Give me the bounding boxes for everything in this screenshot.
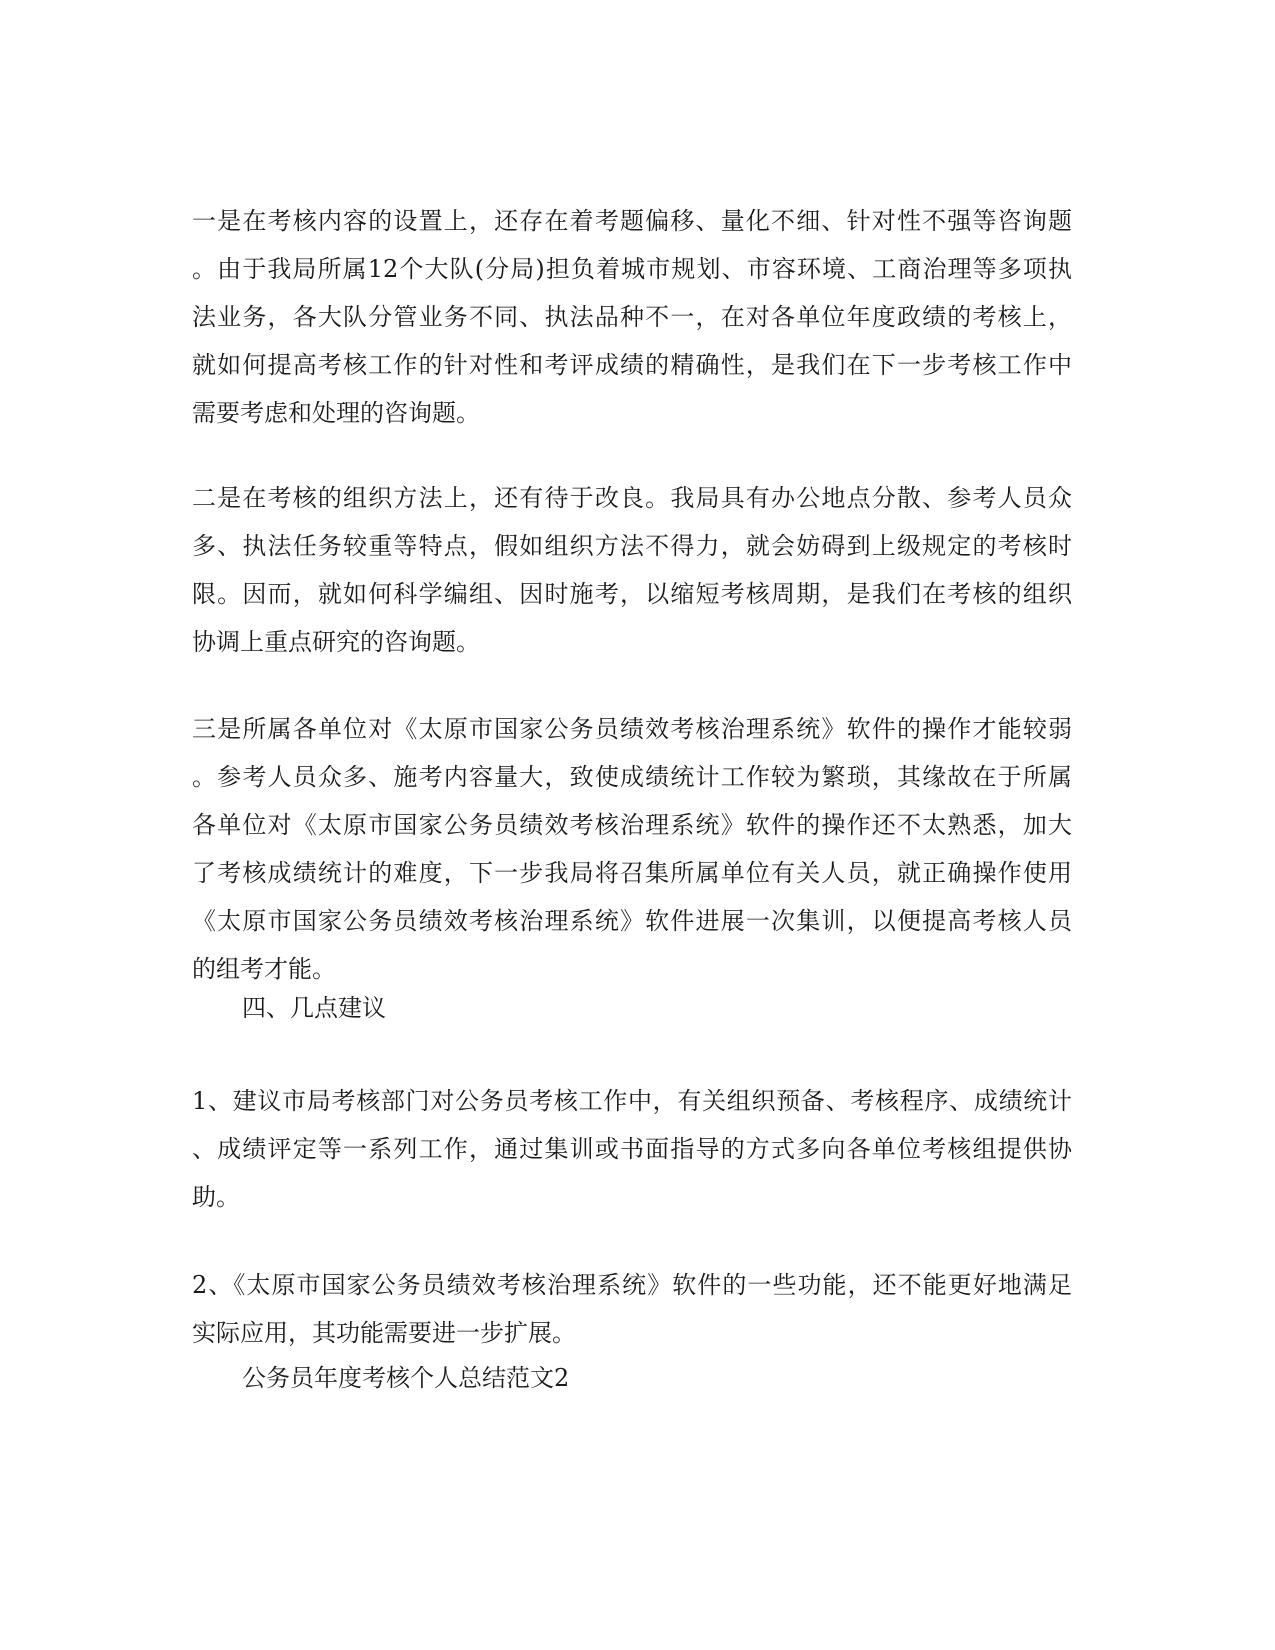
paragraph-line: 2、《太原市国家公务员绩效考核治理系统》软件的一些功能，还不能更好地满足 [192,1271,1072,1299]
paragraph-line: 多、执法任务较重等特点，假如组织方法不得力，就会妨碍到上级规定的考核时 [192,532,1072,560]
paragraph-line: 。参考人员众多、施考内容量大，致使成绩统计工作较为繁琐，其缘故在于所属 [192,763,1072,791]
paragraph-line: 协调上重点研究的咨询题。 [192,628,480,656]
paragraph-line: 限。因而，就如何科学编组、因时施考，以缩短考核周期，是我们在考核的组织 [192,580,1072,608]
paragraph-line: 助。 [192,1183,240,1211]
paragraph-1 [192,197,1072,437]
paragraph-5 [192,1261,1072,1357]
paragraph-line: 二是在考核的组织方法上，还有待于改良。我局具有办公地点分散、参考人员众 [192,484,1072,512]
paragraph-2 [192,474,1072,666]
paragraph-line: 三是所属各单位对《太原市国家公务员绩效考核治理系统》软件的操作才能较弱 [192,715,1072,743]
paragraph-3 [192,705,1072,993]
paragraph-line: 了考核成绩统计的难度，下一步我局将召集所属单位有关人员，就正确操作使用 [192,859,1072,887]
paragraph-line: 一是在考核内容的设置上，还存在着考题偏移、量化不细、针对性不强等咨询题 [192,207,1072,235]
paragraph-4 [192,1077,1072,1221]
paragraph-line: 实际应用，其功能需要进一步扩展。 [192,1319,576,1347]
paragraph-line: 各单位对《太原市国家公务员绩效考核治理系统》软件的操作还不太熟悉，加大 [192,811,1072,839]
paragraph-line: 《太原市国家公务员绩效考核治理系统》软件进展一次集训，以便提高考核人员 [192,907,1072,935]
paragraph-line: 需要考虑和处理的咨询题。 [192,399,480,427]
paragraph-line: 1、建议市局考核部门对公务员考核工作中，有关组织预备、考核程序、成绩统计 [192,1087,1072,1115]
paragraph-line: 法业务，各大队分管业务不同、执法品种不一，在对各单位年度政绩的考核上， [192,303,1072,331]
document-title-heading: 公务员年度考核个人总结范文2 [242,1364,570,1392]
paragraph-line: 就如何提高考核工作的针对性和考评成绩的精确性，是我们在下一步考核工作中 [192,351,1072,379]
section-heading: 四、几点建议 [242,994,386,1022]
paragraph-line: 、成绩评定等一系列工作，通过集训或书面指导的方式多向各单位考核组提供协 [192,1135,1072,1163]
paragraph-line: 的组考才能。 [192,955,336,983]
paragraph-line: 。由于我局所属12个大队(分局)担负着城市规划、市容环境、工商治理等多项执 [192,255,1072,283]
